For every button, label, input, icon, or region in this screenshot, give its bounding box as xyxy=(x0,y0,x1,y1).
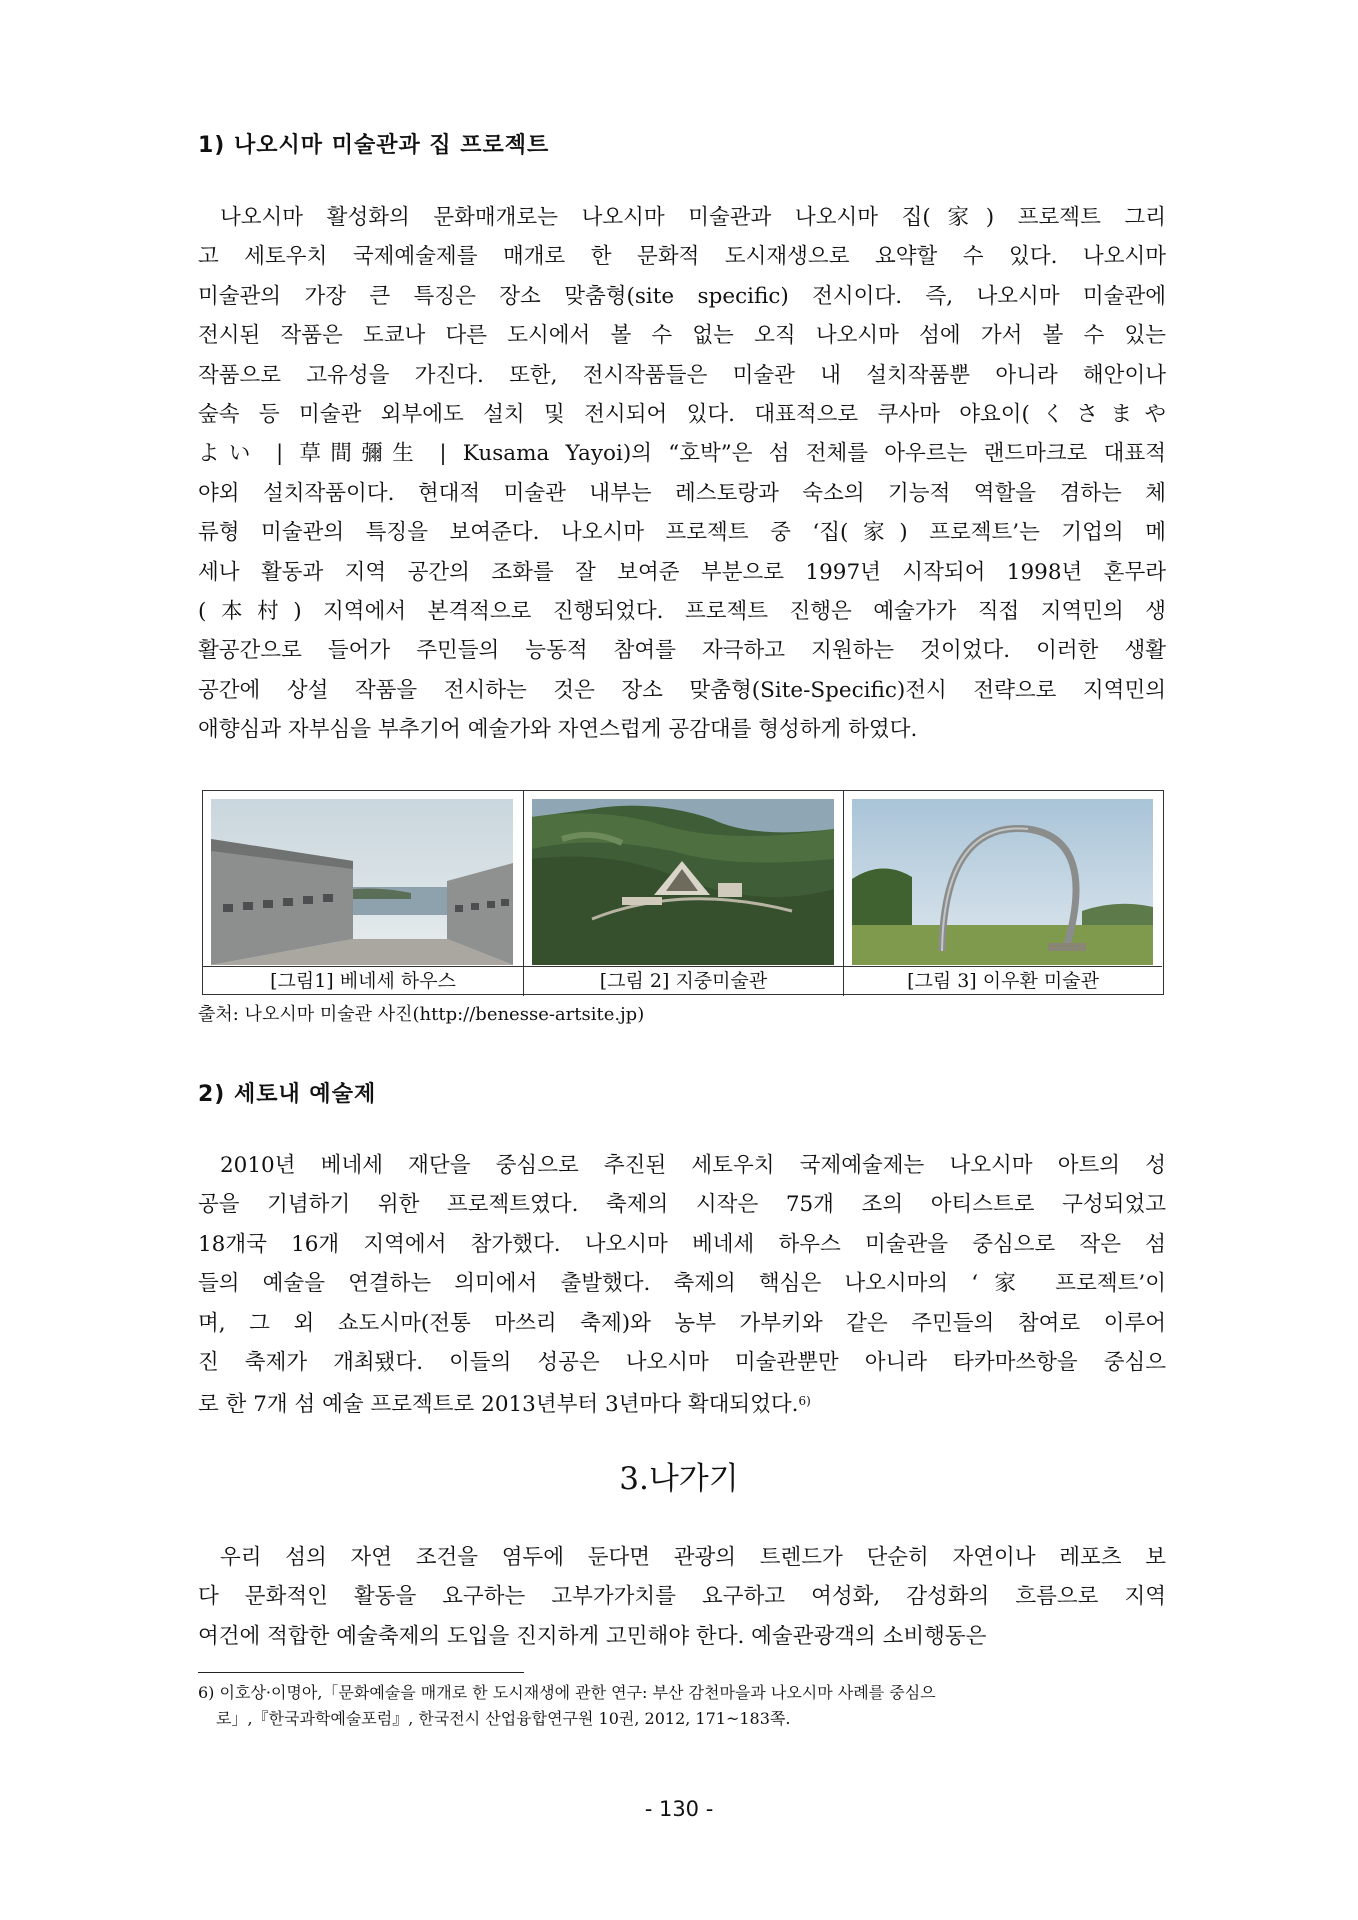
text-line: 나오시마 활성화의 문화매개로는 나오시마 미술관과 나오시마 집(家) 프로젝트 그리 xyxy=(220,205,1166,230)
figure-caption-1: [그림1] 베네세 하우스 xyxy=(203,966,523,996)
text-line: 작품으로 고유성을 가진다. 또한, 전시작품들은 미술관 내 설치작품뿐 아니라 해안이나 xyxy=(198,362,1166,388)
text-line: 고 세토우치 국제예술제를 매개로 한 문화적 도시재생으로 요약할 수 있다. 나오시마 xyxy=(198,244,1166,270)
text-line: 2010년 베네세 재단을 중심으로 추진된 세토우치 국제예술제는 나오시마 아트의 성 xyxy=(220,1153,1166,1178)
text-line: 며, 그 외 쇼도시마(전통 마쓰리 축제)와 농부 가부키와 같은 주민들의 참여로 이루어 xyxy=(198,1310,1166,1336)
text-line: 들의 예술을 연결하는 의미에서 출발했다. 축제의 핵심은 나오시마의 ‘家 프로젝트’이 xyxy=(198,1271,1166,1297)
footnote-reference[interactable]: 6) xyxy=(798,1394,811,1409)
figure-caption-3: [그림 3] 이우환 미술관 xyxy=(844,966,1162,996)
figure-table xyxy=(202,790,1164,995)
text-line: 야외 설치작품이다. 현대적 미술관 내부는 레스토랑과 숙소의 기능적 역할을 겸하는 체 xyxy=(198,480,1166,506)
text-line: 여건에 적합한 예술축제의 도입을 진지하게 고민해야 한다. 예술관광객의 소비행동은 xyxy=(198,1623,987,1649)
footnote-line: 로」,『한국과학예술포럼』, 한국전시 산업융합연구원 10권, 2012, 171~183쪽. xyxy=(216,1709,791,1728)
text-line: (本村) 지역에서 본격적으로 진행되었다. 프로젝트 진행은 예술가가 직접 지역민의 생 xyxy=(198,598,1166,624)
chichu-museum-photo xyxy=(532,799,835,965)
text-line: 류형 미술관의 특징을 보여준다. 나오시마 프로젝트 중 ‘집(家) 프로젝트’는 기업의 메 xyxy=(198,520,1166,546)
paragraph-setouchi-festival xyxy=(198,1146,1166,1422)
text-line: 다 문화적인 활동을 요구하는 고부가가치를 요구하고 여성화, 감성화의 흐름으로 지역 xyxy=(198,1584,1166,1610)
chapter-title: 3.나가기 xyxy=(619,1461,739,1497)
text-line: 전시된 작품은 도쿄나 다른 도시에서 볼 수 없는 오직 나오시마 섬에 가서 볼 수 있는 xyxy=(198,323,1166,349)
page-number: - 130 - xyxy=(644,1797,714,1821)
benesse-house-photo xyxy=(211,799,515,965)
lee-ufan-museum-photo xyxy=(852,799,1154,965)
footnote-line: 6) 이호상·이명아,「문화예술을 매개로 한 도시재생에 관한 연구: 부산 감천마을과 나오시마 사례를 중심으 xyxy=(198,1683,936,1702)
text-line: 공을 기념하기 위한 프로젝트였다. 축제의 시작은 75개 조의 아티스트로 구성되었고 xyxy=(198,1192,1166,1218)
figure-source: 출처: 나오시마 미술관 사진(http://benesse-artsite.jp) xyxy=(198,1004,645,1025)
text-line: 진 축제가 개최됐다. 이들의 성공은 나오시마 미술관뿐만 아니라 타카마쓰항을 중심으 xyxy=(198,1349,1166,1375)
figure-cell-1 xyxy=(203,791,523,996)
text-line: 미술관의 가장 큰 특징은 장소 맞춤형(site specific) 전시이다. 즉, 나오시마 미술관에 xyxy=(198,283,1166,309)
text-line: よい | 草間彌生 | Kusama Yayoi)의 “호박”은 섬 전체를 아우르는 랜드마크로 대표적 xyxy=(198,441,1166,467)
paragraph-conclusion xyxy=(198,1538,1166,1656)
text-line: 공간에 상설 작품을 전시하는 것은 장소 맞춤형(Site-Specific)전시 전략으로 지역민의 xyxy=(198,677,1166,703)
section-heading-2: 2) 세토내 예술제 xyxy=(198,1082,377,1107)
text-line: 애향심과 자부심을 부추기어 예술가와 자연스럽게 공감대를 형성하게 하였다. xyxy=(198,717,918,743)
text-line: 숲속 등 미술관 외부에도 설치 및 전시되어 있다. 대표적으로 쿠사마 야요이(くさまや xyxy=(198,401,1166,427)
text-line: 로 한 7개 섬 예술 프로젝트로 2013년부터 3년마다 확대되었다.$^{6)}$ xyxy=(198,1392,811,1418)
section-heading-1: 1) 나오시마 미술관과 집 프로젝트 xyxy=(198,133,550,158)
figure-cell-2 xyxy=(523,791,843,996)
text-line: 활공간으로 들어가 주민들의 능동적 참여를 자극하고 지원하는 것이었다. 이러한 생활 xyxy=(198,638,1166,664)
footnote xyxy=(198,1680,1166,1732)
footnote-rule xyxy=(198,1672,524,1673)
figure-caption-2: [그림 2] 지중미술관 xyxy=(524,966,843,996)
text-line: 18개국 16개 지역에서 참가했다. 나오시마 베네세 하우스 미술관을 중심으로 작은 섬 xyxy=(198,1231,1166,1257)
paragraph-naoshima-museum xyxy=(198,198,1166,749)
text-line: 세나 활동과 지역 공간의 조화를 잘 보여준 부분으로 1997년 시작되어 1998년 혼무라 xyxy=(198,559,1166,585)
text-line: 우리 섬의 자연 조건을 염두에 둔다면 관광의 트렌드가 단순히 자연이나 레포츠 보 xyxy=(220,1545,1166,1570)
figure-cell-3 xyxy=(843,791,1162,996)
